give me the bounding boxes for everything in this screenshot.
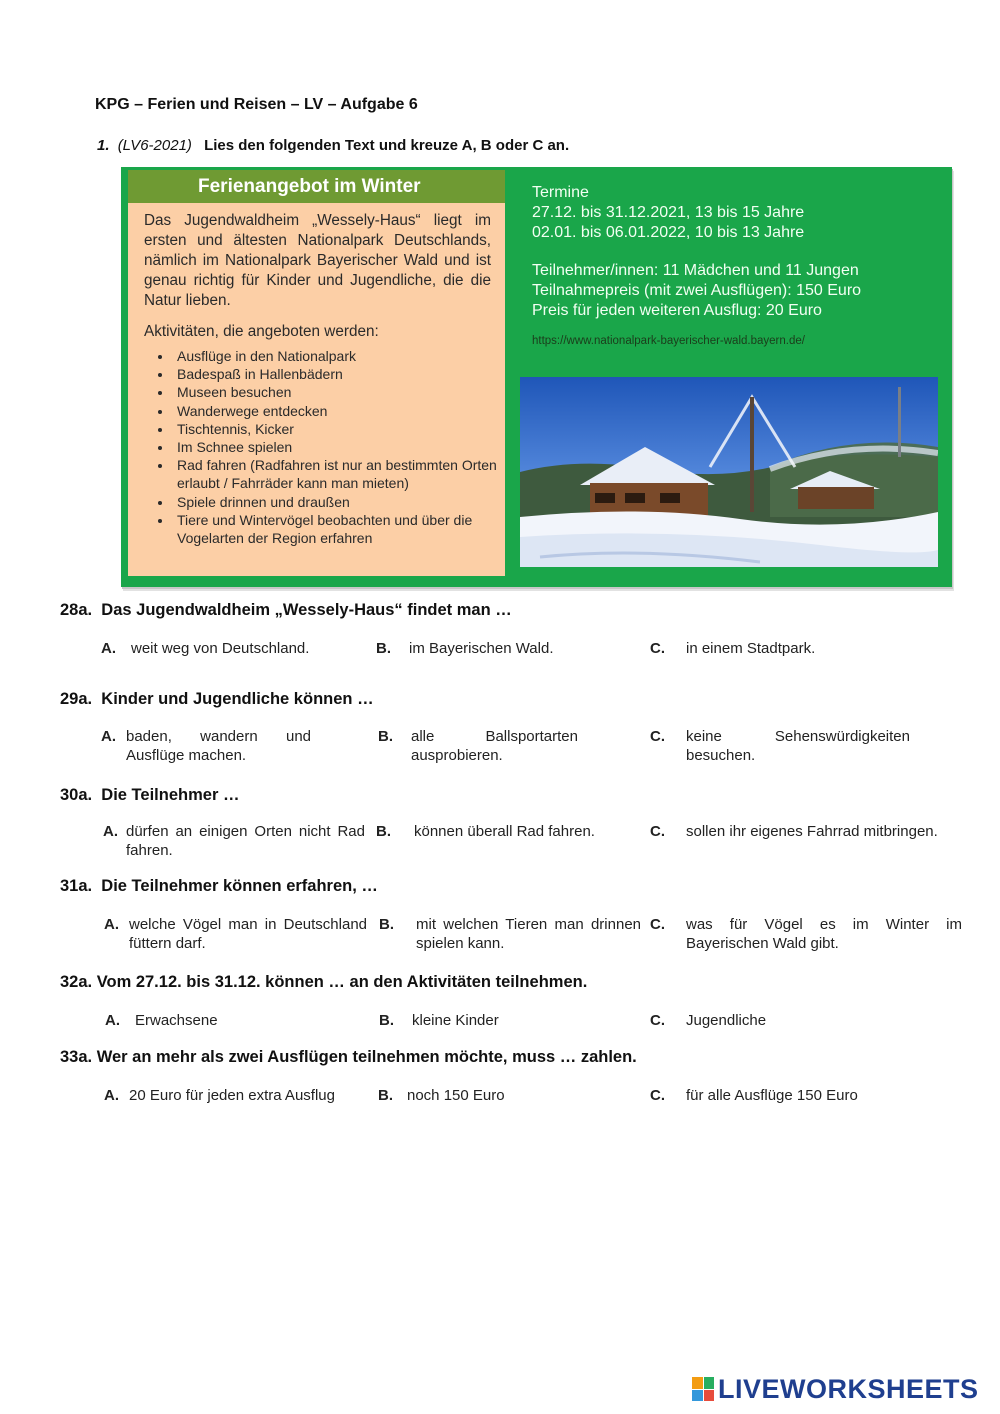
termine-label: Termine	[532, 184, 589, 201]
activities-heading: Aktivitäten, die angeboten werden:	[144, 323, 379, 340]
list-item: • Wanderwege entdecken	[173, 402, 505, 420]
answer-29a-c[interactable]: C. keine Sehenswürdigkeiten besuchen.	[650, 728, 910, 764]
answer-31a-a[interactable]: A. welche Vögel man in Deutschland füttern darf.	[104, 916, 367, 952]
list-item: • Museen besuchen	[173, 383, 505, 401]
list-item: • Spiele drinnen und draußen	[173, 493, 505, 511]
question-32a: 32a. Vom 27.12. bis 31.12. können … an den Aktivitäten teilnehmen.	[60, 973, 588, 991]
participants-text: Teilnehmer/innen: 11 Mädchen und 11 Jungen	[532, 262, 859, 279]
liveworksheets-logo[interactable]	[692, 1374, 979, 1404]
answer-33a-a[interactable]: A. 20 Euro für jeden extra Ausflug	[104, 1087, 335, 1104]
logo-badge-icon	[692, 1377, 714, 1401]
offer-card	[128, 170, 505, 576]
question-31a: 31a. Die Teilnehmer können erfahren, …	[60, 877, 378, 895]
offer-heading: Ferienangebot im Winter	[128, 170, 505, 203]
brand-name: LIVEWORKSHEETS	[718, 1373, 979, 1404]
answer-33a-b[interactable]: B. noch 150 Euro	[378, 1087, 505, 1104]
termin-1: 27.12. bis 31.12.2021, 13 bis 15 Jahre	[532, 204, 805, 221]
question-29a: 29a. Kinder und Jugendliche können …	[60, 690, 374, 708]
answer-28a-a[interactable]: A. weit weg von Deutschland.	[101, 640, 310, 657]
list-item: • Im Schnee spielen	[173, 438, 505, 456]
task-number: 1.	[97, 137, 110, 154]
list-item: • Rad fahren (Radfahren ist nur an bestimmten Orten erlaubt / Fahrräder kann man mieten)	[173, 456, 505, 492]
website-link[interactable]: https://www.nationalpark-bayerischer-wald.bayern.de/	[532, 335, 805, 347]
answer-28a-c[interactable]: C. in einem Stadtpark.	[650, 640, 816, 657]
answer-30a-b[interactable]: B. können überall Rad fahren.	[376, 823, 595, 840]
answer-30a-a[interactable]: A. dürfen an einigen Orten nicht Rad fahren.	[103, 823, 365, 859]
answer-32a-b[interactable]: B. kleine Kinder	[379, 1012, 499, 1029]
answer-31a-b[interactable]: B. mit welchen Tieren man drinnen spielen kann.	[379, 916, 641, 952]
answer-29a-a[interactable]: A. baden, wandern und Ausflüge machen.	[101, 728, 311, 764]
question-30a: 30a. Die Teilnehmer …	[60, 786, 240, 804]
question-33a: 33a. Wer an mehr als zwei Ausflügen teilnehmen möchte, muss … zahlen.	[60, 1048, 637, 1066]
winter-landscape-image	[520, 377, 938, 567]
answer-31a-c[interactable]: C. was für Vögel es im Winter im Bayerischen Wald gibt.	[650, 916, 962, 952]
offer-intro: Das Jugendwaldheim „Wessely-Haus“ liegt im ersten und ältesten Nationalpark Deutschlands, nämlich im Nationalpark Bayerischer Wald und ist genau richtig für Kinder und Jugendliche, die die Natur lieben.	[144, 212, 491, 309]
activities-list	[128, 347, 505, 547]
page-title: KPG – Ferien und Reisen – LV – Aufgabe 6	[95, 96, 418, 113]
list-item: • Ausflüge in den Nationalpark	[173, 347, 505, 365]
winter-house-photo	[520, 377, 938, 567]
termin-2: 02.01. bis 06.01.2022, 10 bis 13 Jahre	[532, 224, 805, 241]
list-item: • Tiere und Wintervögel beobachten und über die Vogelarten der Region erfahren	[173, 511, 505, 547]
answer-30a-c[interactable]: C. sollen ihr eigenes Fahrrad mitbringen.	[650, 823, 938, 840]
price-text: Teilnahmepreis (mit zwei Ausflügen): 150 Euro	[532, 282, 862, 299]
extra-price-text: Preis für jeden weiteren Ausflug: 20 Euro	[532, 302, 822, 319]
list-item: • Badespaß in Hallenbädern	[173, 365, 505, 383]
task-code: (LV6-2021)	[117, 137, 192, 154]
question-28a: 28a. Das Jugendwaldheim „Wessely-Haus“ findet man …	[60, 601, 512, 619]
list-item: • Tischtennis, Kicker	[173, 420, 505, 438]
badge-square	[704, 1390, 715, 1402]
task-text: Lies den folgenden Text und kreuze A, B oder C an.	[204, 137, 570, 154]
answer-32a-a[interactable]: A. Erwachsene	[105, 1012, 218, 1029]
schedule-info	[532, 183, 942, 351]
task-instruction	[97, 137, 569, 154]
info-box	[121, 167, 952, 587]
badge-square	[692, 1377, 703, 1389]
badge-square	[704, 1377, 715, 1389]
answer-33a-c[interactable]: C. für alle Ausflüge 150 Euro	[650, 1087, 858, 1104]
badge-square	[692, 1390, 703, 1402]
answer-29a-b[interactable]: B. alle Ballsportarten ausprobieren.	[378, 728, 578, 764]
answer-32a-c[interactable]: C. Jugendliche	[650, 1012, 767, 1029]
answer-28a-b[interactable]: B. im Bayerischen Wald.	[376, 640, 554, 657]
